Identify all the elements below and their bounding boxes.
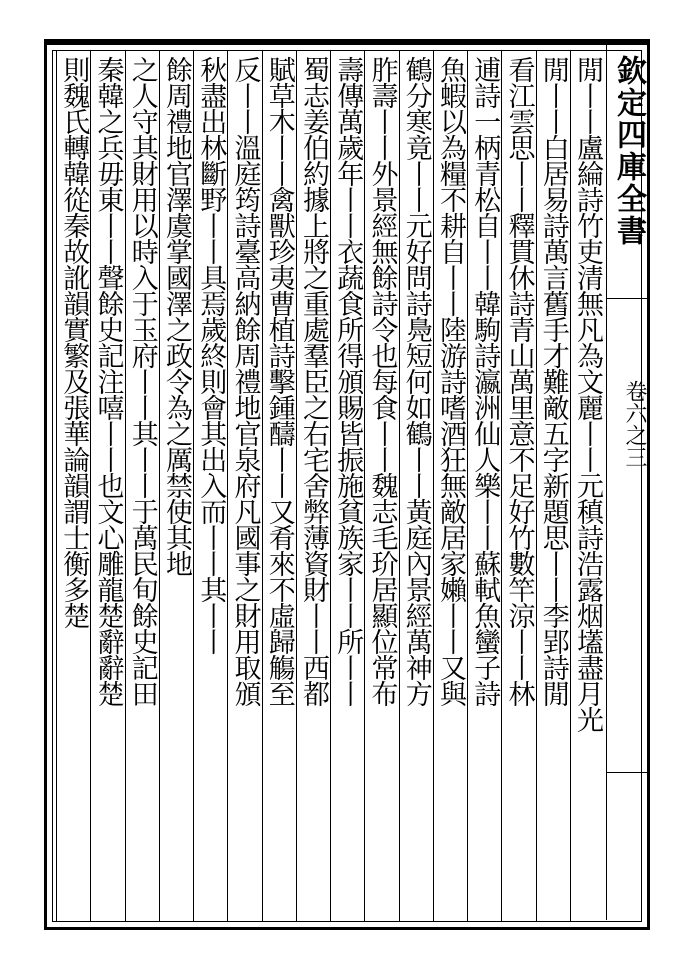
column-rule bbox=[570, 50, 571, 922]
column-rule bbox=[399, 50, 400, 922]
column-rule bbox=[364, 50, 365, 922]
column-rule bbox=[330, 50, 331, 922]
margin-divider-bottom bbox=[606, 772, 650, 773]
text-column: 閒丨丨盧綸詩竹吏清無凡為文麗丨丨元稹詩浩露烟壒盡月光 bbox=[572, 56, 603, 732]
column-rule bbox=[433, 50, 434, 922]
column-rule bbox=[90, 50, 91, 922]
text-column: 秋盡出林斷野丨丨具焉歲終則會其出入而丨丨其丨丨 bbox=[195, 56, 227, 654]
book-title: 欽定四庫全書 bbox=[611, 55, 646, 247]
column-rule bbox=[262, 50, 263, 922]
column-rule bbox=[296, 50, 297, 922]
text-column: 閒丨丨白居易詩萬言舊手才難敵五字新題思丨丨李郢詩閒 bbox=[537, 56, 569, 706]
text-column: 看江雲思丨丨釋貫休詩青山萬里意不足好竹數竿涼丨丨林 bbox=[503, 56, 535, 706]
margin-divider-top bbox=[606, 298, 650, 299]
text-column: 餘周禮地官澤虞掌國澤之政令為之厲禁使其地 bbox=[161, 56, 192, 576]
text-column: 胙壽丨丨外景經無餘詩令也每食丨丨魏志毛玠居顯位常布 bbox=[366, 56, 398, 706]
text-column: 鶴分寒竟丨丨元好問詩鳧短何如鶴丨丨黃庭內景經萬神方 bbox=[400, 56, 432, 706]
text-column: 反丨丨溫庭筠詩臺高納餘周禮地官泉府凡國事之財用取頒 bbox=[229, 56, 261, 706]
text-column: 則魏氏轉韓從秦故訛韻實繁及張華論韻謂士衡多楚 bbox=[58, 56, 90, 628]
column-rule bbox=[125, 50, 126, 922]
column-rule bbox=[193, 50, 194, 922]
text-column: 壽傳萬歲年丨丨衣蔬食所得頒賜皆振施貧族家丨丨所丨丨 bbox=[332, 56, 364, 706]
column-rule bbox=[467, 50, 468, 922]
column-rule bbox=[536, 50, 537, 922]
text-column: 秦韓之兵毋東丨丨聲餘史記注嘻丨丨也文心雕龍楚辭辭楚 bbox=[92, 56, 124, 706]
column-rule bbox=[227, 50, 228, 922]
text-column: 魚蝦以為糧不耕自丨丨陸游詩嗜酒狂無敵居家嬾丨丨又與 bbox=[435, 56, 466, 706]
text-column: 之人守其財用以時入于玉府丨丨其丨丨于萬民旬餘史記田 bbox=[126, 56, 158, 706]
column-rule bbox=[159, 50, 160, 922]
text-column: 賦草木丨丨禽獸珍夷曹植詩擊鍾醻丨丨又肴來不虛歸觴至 bbox=[263, 56, 295, 706]
text-column: 蜀志姜伯約據上將之重處羣臣之右宅舍弊薄資財丨丨西都 bbox=[298, 56, 329, 706]
text-column: 逋詩一柄青松自丨丨韓駒詩瀛洲仙人樂丨丨蘇軾魚蠻子詩 bbox=[469, 56, 501, 706]
volume-label: 卷六之三 bbox=[622, 380, 647, 468]
column-rule bbox=[501, 50, 502, 922]
column-rule bbox=[56, 50, 57, 922]
